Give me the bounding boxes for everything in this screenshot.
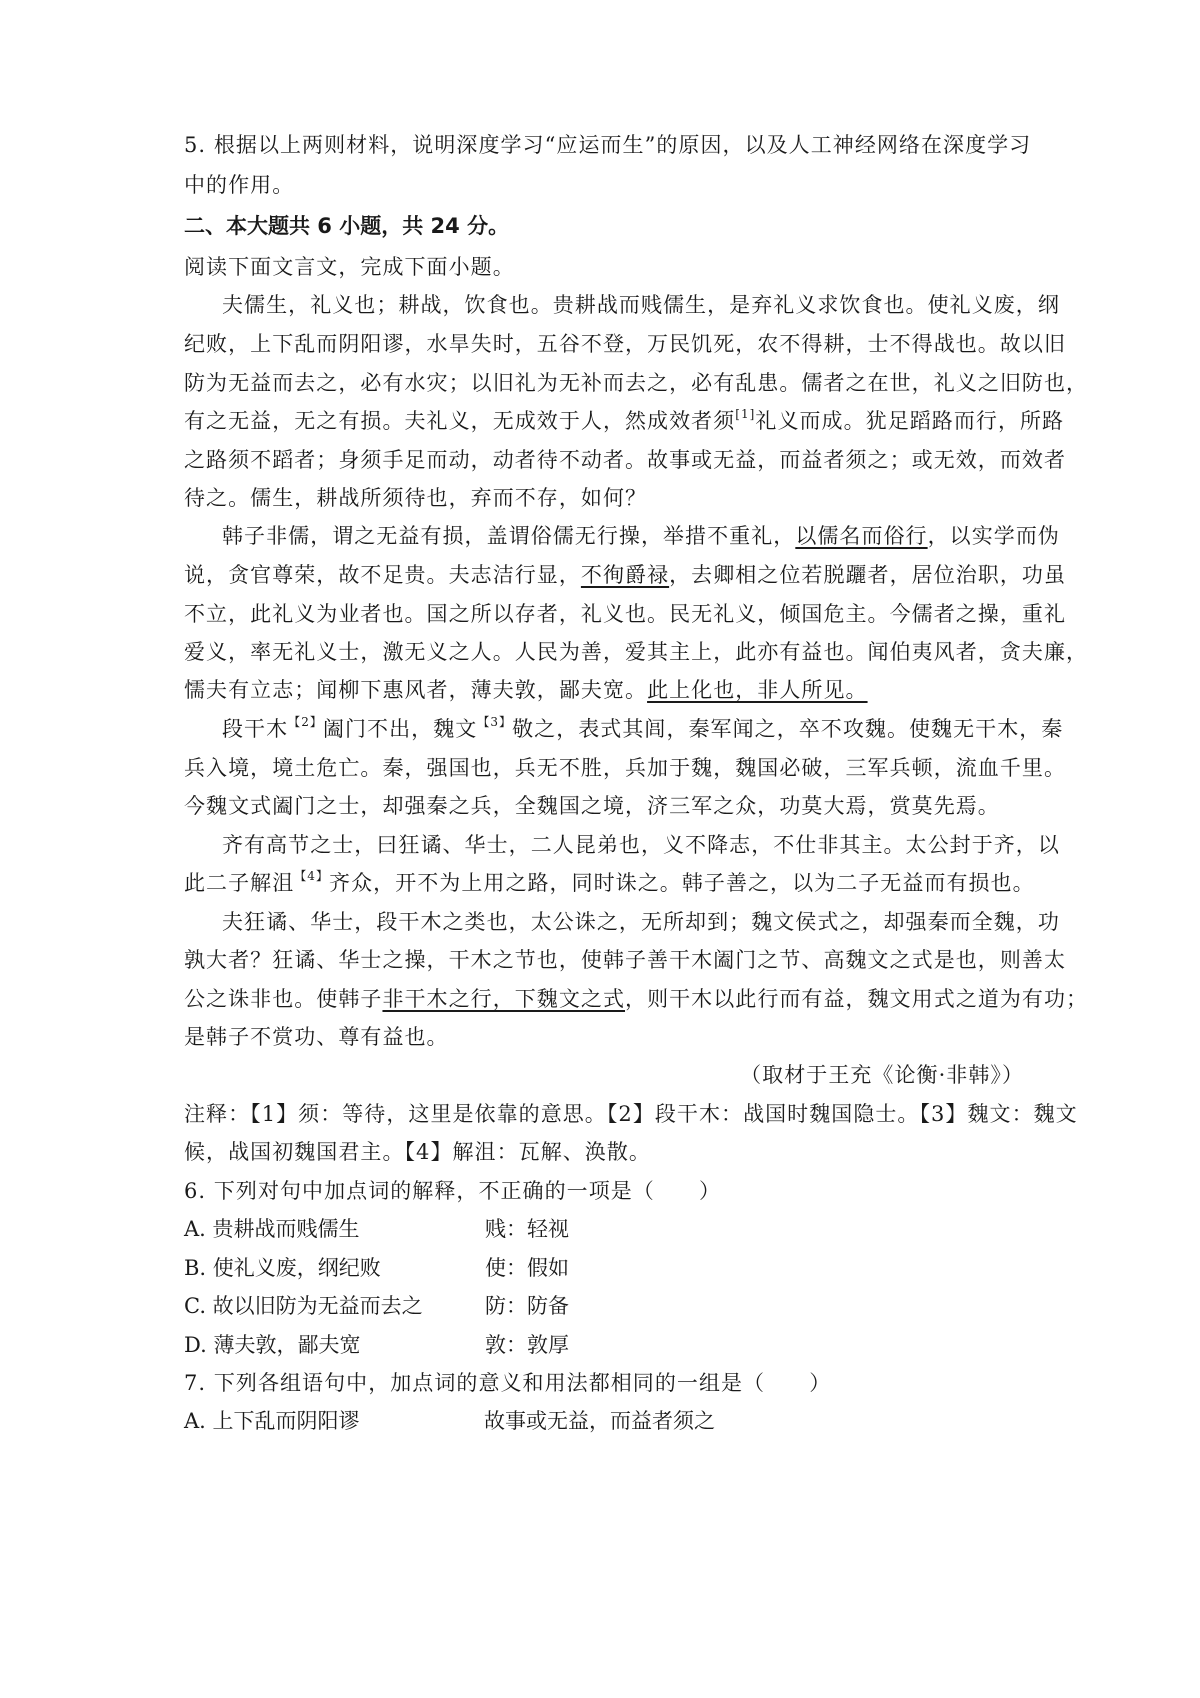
passage-text: 公之诛非也。使韩子 bbox=[184, 987, 383, 1011]
passage-p5-line: 孰大者？狂谲、华士之操，干木之节也，使韩子善干木阖门之节、高魏文之式是也，则善太 bbox=[184, 948, 1066, 972]
passage-text: 齐众，开不为上用之路，同时诛之。韩子善之，以为二子无益而有损也。 bbox=[329, 871, 1035, 895]
underlined-phrase: 非干木之行，下魏文之式 bbox=[382, 987, 626, 1011]
q7-option-a: A. 上下乱而阴阳谬 bbox=[184, 1409, 360, 1433]
passage-p2-line bbox=[184, 560, 1067, 590]
passage-text: ，去卿相之位若脱躧者，居位治职，功虽 bbox=[669, 563, 1067, 587]
passage-text: 段干木 bbox=[222, 717, 289, 741]
source-citation: （取材于王充《论衡·非韩》） bbox=[740, 1063, 1024, 1087]
passage-text: ，以实学而伪 bbox=[927, 524, 1060, 548]
q6-option-b-gloss: 使：假如 bbox=[485, 1256, 569, 1280]
underlined-phrase: 以儒名而俗行 bbox=[795, 524, 928, 548]
underlined-phrase: 此上化也，非人所见。 bbox=[647, 678, 868, 702]
q6-option-a: A. 贵耕战而贱儒生 bbox=[184, 1217, 360, 1241]
passage-p1-line: 夫儒生，礼义也；耕战，饮食也。贵耕战而贱儒生，是弃礼义求饮食也。使礼义废，纲 bbox=[222, 293, 1060, 317]
passage-text: 说，贪官尊荣，故不足贵。夫志洁行显， bbox=[184, 563, 581, 587]
passage-p2-line: 不立，此礼义为业者也。国之所以存者，礼义也。民无礼义，倾国危主。今儒者之操，重礼 bbox=[184, 602, 1066, 626]
footnote-ref: 【4】 bbox=[294, 869, 330, 883]
q7-stem: 7. 下列各组语句中，加点词的意义和用法都相同的一组是（ ） bbox=[184, 1371, 832, 1395]
passage-p3-line bbox=[222, 714, 1064, 744]
passage-p1-line bbox=[184, 406, 1065, 436]
q6-option-d: D. 薄夫敦，鄙夫宽 bbox=[184, 1333, 361, 1357]
section-heading: 二、本大题共 6 小题，共 24 分。 bbox=[184, 214, 510, 238]
passage-p5-line bbox=[184, 984, 1089, 1014]
passage-p3-line: 兵入境，境土危亡。秦，强国也，兵无不胜，兵加于魏，魏国必破，三军兵顿，流血千里。 bbox=[184, 756, 1066, 780]
passage-p1-line: 防为无益而去之，必有水灾；以旧礼为无补而去之，必有乱患。儒者之在世，礼义之旧防也， bbox=[184, 371, 1089, 395]
q5-line-1: 5. 根据以上两则材料，说明深度学习“应运而生”的原因，以及人工神经网络在深度学习 bbox=[184, 133, 1032, 157]
passage-p2-line bbox=[184, 675, 1024, 705]
passage-p4-line: 齐有高节之士，曰狂谲、华士，二人昆弟也，义不降志，不仕非其主。太公封于齐，以 bbox=[222, 833, 1060, 857]
passage-p2-line: 爱义，率无礼义士，激无义之人。人民为善，爱其主上，此亦有益也。闻伯夷风者，贪夫廉， bbox=[184, 640, 1089, 664]
passage-text: 敬之，表式其闾，秦军闻之，卒不攻魏。使魏无干木，秦 bbox=[512, 717, 1064, 741]
passage-text: 此二子解沮 bbox=[184, 871, 295, 895]
passage-text: 礼义而成。犹足蹈路而行，所路 bbox=[755, 409, 1065, 433]
q6-option-c: C. 故以旧防为无益而去之 bbox=[184, 1294, 423, 1318]
passage-p3-line: 今魏文式阖门之士，却强秦之兵，全魏国之境，济三军之众，功莫大焉，赏莫先焉。 bbox=[184, 794, 1000, 818]
passage-p4-line bbox=[184, 868, 1035, 898]
passage-p5-line: 是韩子不赏功、尊有益也。 bbox=[184, 1025, 449, 1049]
section-instruction: 阅读下面文言文，完成下面小题。 bbox=[184, 255, 515, 279]
q7-option-a-pair: 故事或无益，而益者须之 bbox=[484, 1409, 715, 1433]
passage-p1-line: 纪败，上下乱而阴阳谬，水旱失时，五谷不登，万民饥死，农不得耕，士不得战也。故以旧 bbox=[184, 332, 1066, 356]
q6-option-d-gloss: 敦：敦厚 bbox=[485, 1333, 569, 1357]
passage-p1-line: 待之。儒生，耕战所须待也，弃而不存，如何？ bbox=[184, 486, 648, 510]
passage-text: 懦夫有立志；闻柳下惠风者，薄夫敦，鄙夫宽。 bbox=[184, 678, 648, 702]
q6-option-b: B. 使礼义废，纲纪败 bbox=[184, 1256, 381, 1280]
underlined-phrase: 不徇爵禄 bbox=[580, 563, 670, 587]
passage-text: 阖门不出，魏文 bbox=[322, 717, 478, 741]
q6-stem: 6. 下列对句中加点词的解释，不正确的一项是（ ） bbox=[184, 1179, 722, 1203]
passage-p2-line bbox=[222, 521, 1060, 551]
footnote-ref: [1] bbox=[735, 407, 756, 421]
footnote-ref: 【3】 bbox=[477, 715, 513, 729]
q6-option-a-gloss: 贱：轻视 bbox=[485, 1217, 569, 1241]
passage-text: 有之无益，无之有损。夫礼义，无成效于人，然成效者须 bbox=[184, 409, 736, 433]
q6-option-c-gloss: 防：防备 bbox=[485, 1294, 569, 1318]
q5-line-2: 中的作用。 bbox=[184, 173, 295, 197]
passage-text: ，则干木以此行而有益，魏文用式之道为有功； bbox=[625, 987, 1089, 1011]
passage-text: 韩子非儒，谓之无益有损，盖谓俗儒无行操，举措不重礼， bbox=[222, 524, 796, 548]
passage-p1-line: 之路须不蹈者；身须手足而动，动者待不动者。故事或无益，而益者须之；或无效，而效者 bbox=[184, 448, 1066, 472]
notes-line: 注释：【1】须：等待，这里是依靠的意思。【2】段干木：战国时魏国隐士。【3】魏文：魏文 bbox=[184, 1102, 1078, 1126]
passage-p5-line: 夫狂谲、华士，段干木之类也，太公诛之，无所却到；魏文侯式之，却强秦而全魏，功 bbox=[222, 910, 1060, 934]
footnote-ref: 【2】 bbox=[288, 715, 323, 729]
notes-line: 候，战国初魏国君主。【4】解沮：瓦解、涣散。 bbox=[184, 1140, 651, 1164]
